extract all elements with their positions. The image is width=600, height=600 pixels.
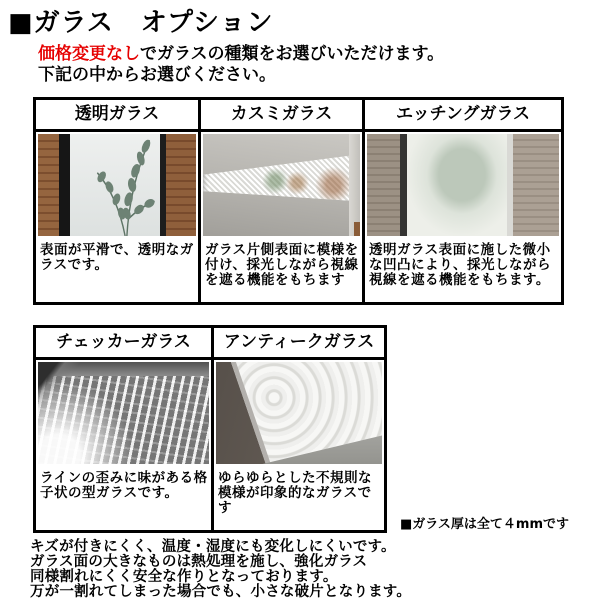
footer-notes	[30, 540, 411, 600]
frosted-plant-silhouette	[407, 134, 507, 236]
footer-line-1: キズが付きにくく、温度・湿度にも変化しにくいです。	[30, 539, 396, 555]
checker-glass-header: チェッカーガラス	[36, 328, 211, 360]
intro-line1	[38, 44, 444, 65]
door-edge-right	[349, 134, 360, 236]
column-clear-glass	[36, 100, 198, 302]
kasumi-glass-photo	[203, 134, 360, 236]
etching-glass-header: エッチングガラス	[365, 100, 561, 132]
no-price-change-highlight: 価格変更なし	[38, 44, 140, 64]
frosted-glass-slot	[203, 134, 360, 236]
light-glare	[38, 362, 209, 464]
clear-glass-description: 表面が平滑で、透明なガラスです。	[40, 242, 194, 273]
door-frame-dark	[400, 134, 408, 236]
footer-line-3: 同様割れにくく安全な作りとなっております。	[30, 569, 338, 585]
intro-line1-rest: でガラスの種類をお選びいただけます。	[140, 44, 445, 64]
door-wood-left	[367, 134, 400, 236]
kasumi-glass-header: カスミガラス	[201, 100, 362, 132]
antique-glass-description: ゆらゆらとした不規則な模様が印象的なガラスです	[218, 470, 372, 516]
checker-glass-photo	[38, 362, 209, 464]
intro-line2: 下記の中からお選びください。	[38, 65, 276, 85]
footer-line-4: 万が一割れてしまった場合でも、小さな破片となります。	[30, 584, 412, 600]
column-antique-glass	[211, 328, 384, 530]
door-wood-right	[166, 134, 196, 236]
floor-sliver	[354, 222, 360, 236]
glass-options-table-1	[33, 97, 564, 305]
intro-text	[38, 44, 444, 86]
column-kasumi-glass	[198, 100, 362, 302]
glass-options-table-2	[33, 325, 387, 533]
antique-glass-header: アンティークガラス	[214, 328, 384, 360]
clear-glass-header: 透明ガラス	[36, 100, 198, 132]
column-etching-glass	[362, 100, 561, 302]
glass-thickness-note: ■ガラス厚は全て４mmです	[400, 517, 569, 532]
column-checker-glass	[36, 328, 211, 530]
antique-glass-photo	[216, 362, 382, 464]
checker-glass-description: ラインの歪みに味がある格子状の型ガラスです。	[40, 470, 208, 501]
door-wood-right	[513, 134, 559, 236]
footer-line-2: ガラス面の大きなものは熱処理を施し、強化ガラス	[30, 554, 368, 570]
door-wood-left	[38, 134, 59, 236]
clear-glass-photo	[38, 134, 196, 236]
door-frame-dark-left	[59, 134, 70, 236]
eucalyptus-plant-graphic	[73, 134, 160, 236]
page-title: ■ガラス オプション	[8, 8, 274, 38]
etching-glass-description: 透明ガラス表面に施した微小な凹凸により、採光しながら視線を遮る機能をもちます。	[369, 242, 551, 288]
etching-glass-photo	[367, 134, 559, 236]
kasumi-glass-description: ガラス片側表面に模様を付け、採光しながら視線を遮る機能をもちます	[205, 242, 359, 288]
